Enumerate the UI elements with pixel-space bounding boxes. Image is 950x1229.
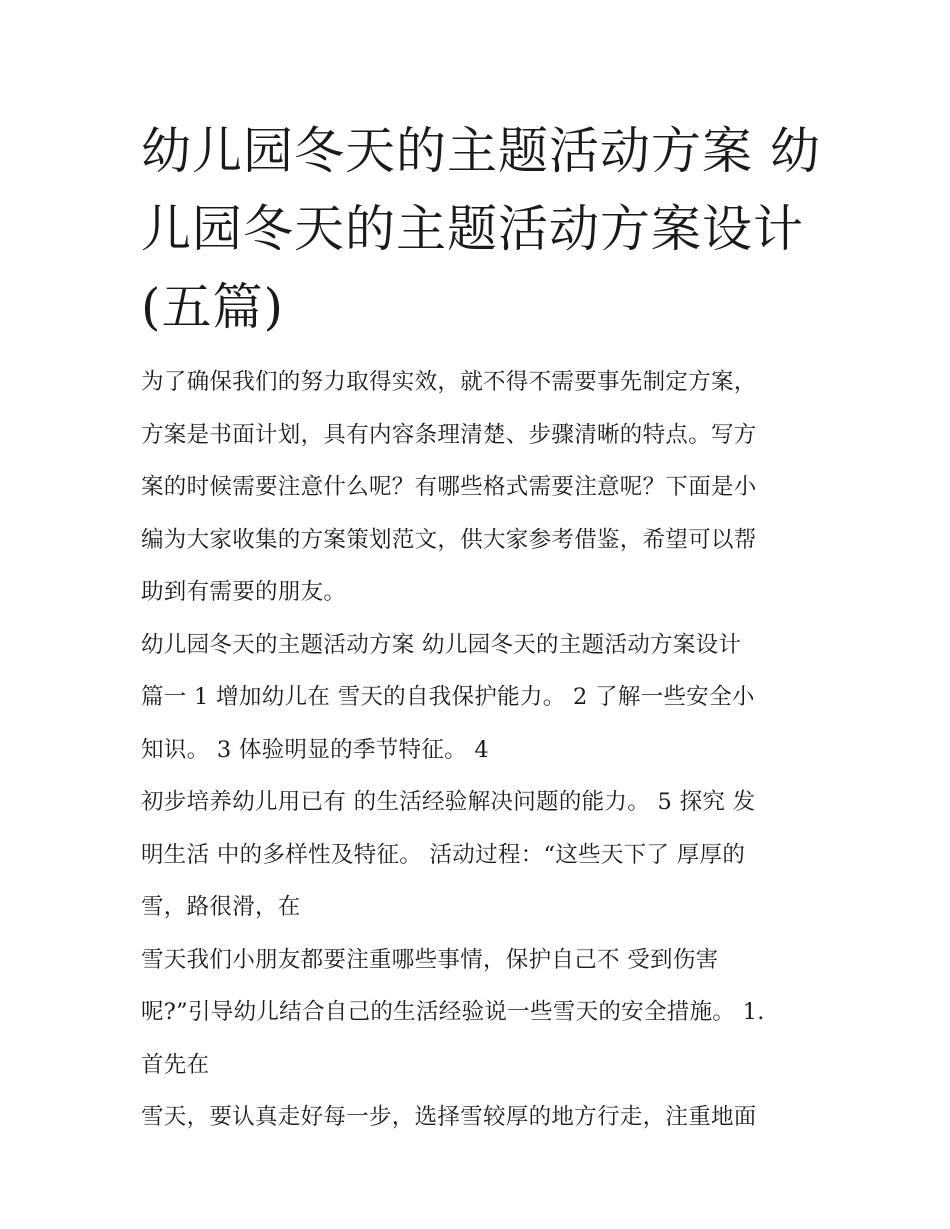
text-line: 雪，路很滑，在	[141, 894, 301, 920]
intro-paragraph	[141, 356, 821, 619]
text-line: 雪天，要认真走好每一步，选择雪较厚的地方行走，注重地面	[141, 1104, 757, 1130]
title-line: 儿园冬天的主题活动方案设计	[141, 200, 804, 258]
section-paragraph	[141, 619, 821, 1144]
text-line: 方案是书面计划，具有内容条理清楚、步骤清晰的特点。写方	[141, 421, 757, 448]
text-line: 幼儿园冬天的主题活动方案 幼儿园冬天的主题活动方案设计	[141, 631, 742, 658]
text-line: 助到有需要的朋友。	[141, 579, 347, 605]
text-line: 呢?”引导幼儿结合自己的生活经验说一些雪天的安全措施。 1.	[141, 999, 765, 1025]
text-line: 为了确保我们的努力取得实效，就不得不需要事先制定方案，	[141, 369, 757, 395]
text-line: 编为大家收集的方案策划范文，供大家参考借鉴，希望可以帮	[141, 526, 757, 553]
text-line: 首先在	[141, 1051, 210, 1078]
text-line: 初步培养幼儿用已有 的生活经验解决问题的能力。 5 探究 发	[141, 789, 756, 815]
text-line: 案的时候需要注意什么呢？有哪些格式需要注意呢？下面是小	[141, 474, 757, 500]
title-line: 幼儿园冬天的主题活动方案 幼	[141, 122, 821, 180]
title-line: (五篇)	[141, 278, 285, 336]
text-line: 雪天我们小朋友都要注重哪些事情，保护自己不 受到伤害	[141, 946, 719, 973]
document-title	[141, 112, 821, 346]
text-line: 明生活 中的多样性及特征。 活动过程：“这些天下了 厚厚的	[141, 841, 746, 868]
document-page	[141, 112, 821, 1144]
text-line: 篇一 1 增加幼儿在 雪天的自我保护能力。 2 了解一些安全小	[141, 684, 755, 710]
text-line: 知识。 3 体验明显的季节特征。 4	[141, 736, 489, 763]
